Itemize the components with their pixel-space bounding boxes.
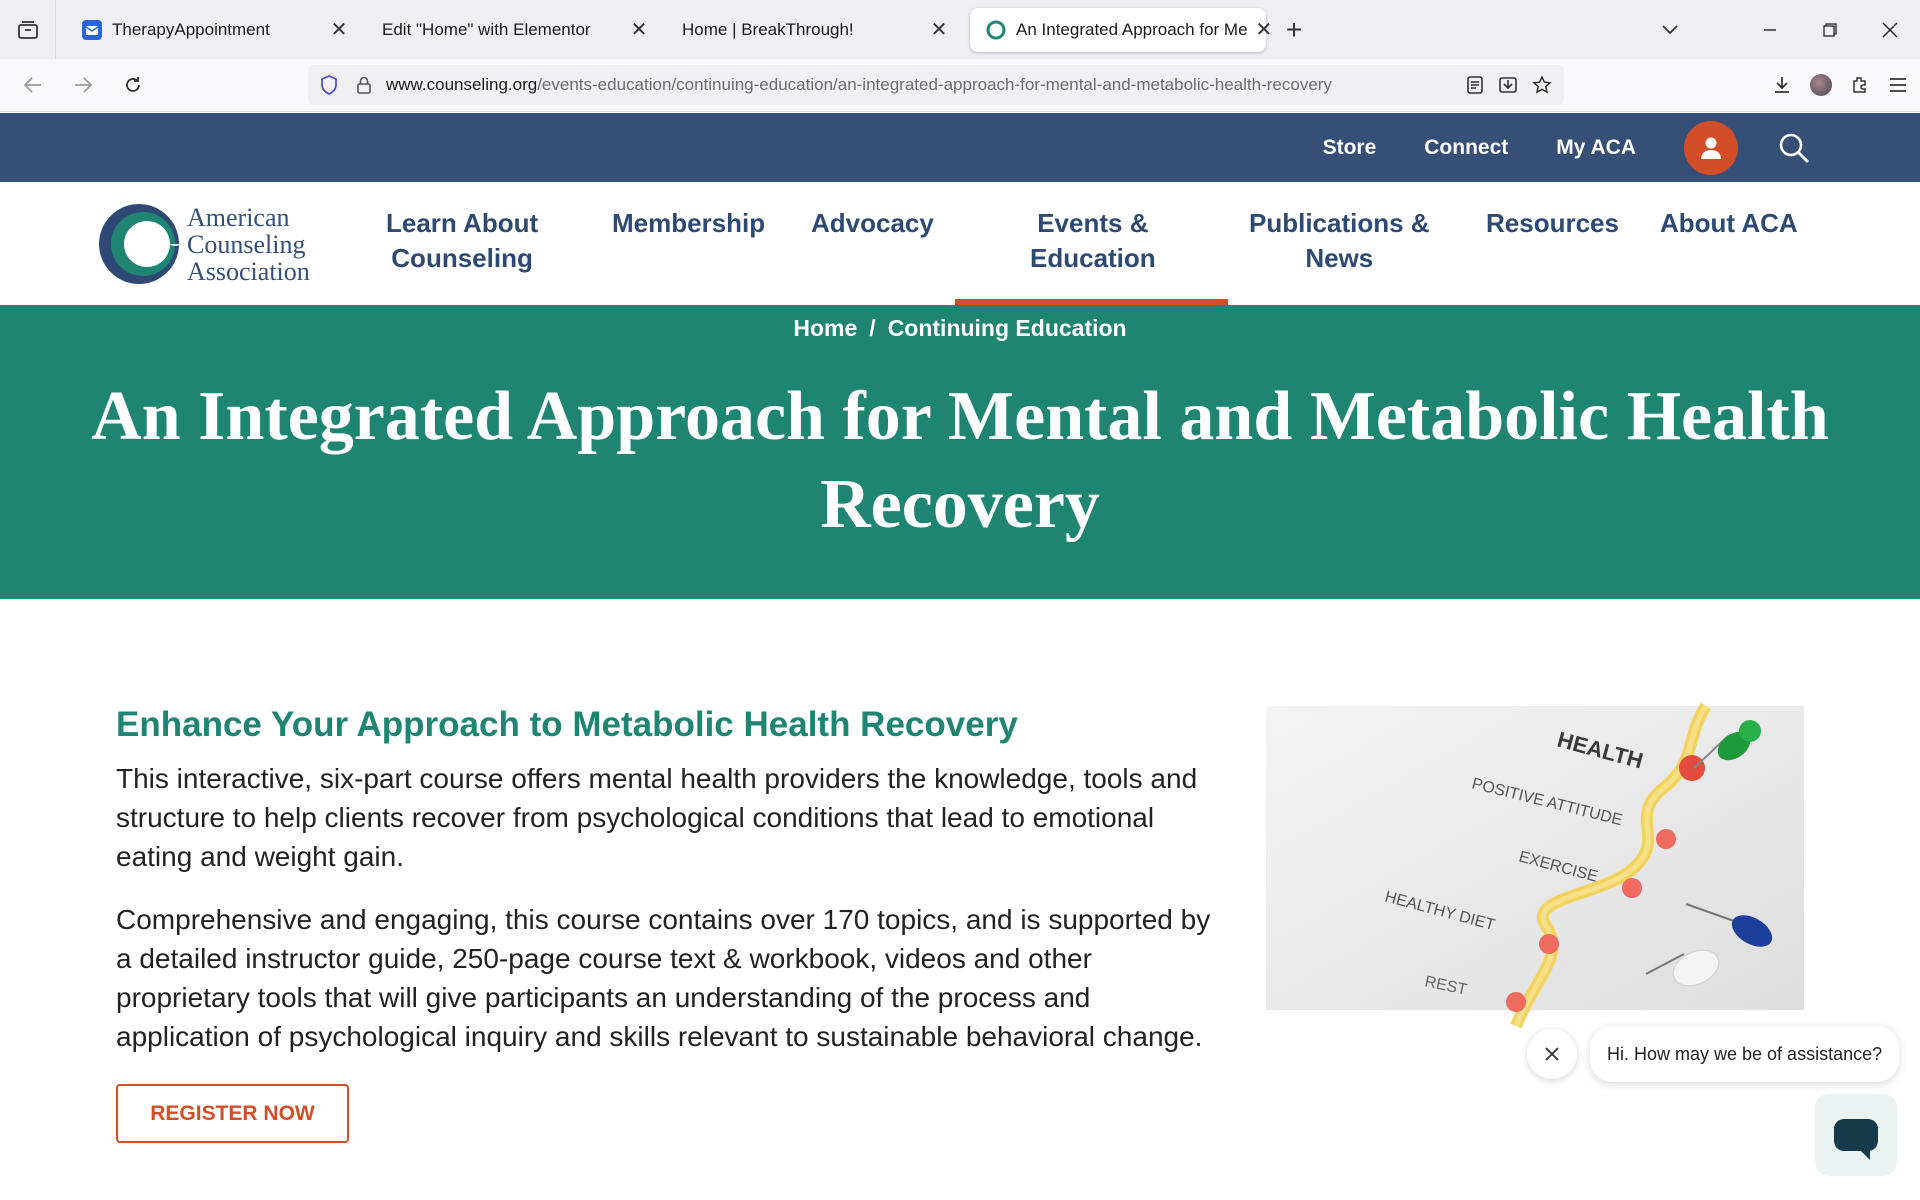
nav-label: Learn About (386, 208, 539, 238)
tab-label: Edit "Home" with Elementor (382, 19, 591, 39)
utility-nav (0, 113, 1920, 182)
nav-label: News (1305, 243, 1374, 273)
extensions-icon[interactable] (1850, 75, 1870, 95)
tab-label: TherapyAppointment (112, 19, 270, 39)
save-to-pocket-icon[interactable] (1498, 75, 1518, 95)
browser-navigation-bar (0, 59, 1920, 112)
reload-button[interactable] (110, 62, 156, 108)
close-tab-icon[interactable]: ✕ (630, 19, 648, 41)
address-bar[interactable] (308, 65, 1564, 105)
aca-logo[interactable] (97, 202, 310, 286)
nav-label: Advocacy (811, 208, 934, 238)
image-label-healthy-diet: HEALTHY DIET (1382, 888, 1497, 935)
chat-greeting-bubble[interactable]: Hi. How may we be of assistance? (1590, 1026, 1899, 1082)
details-paragraph: Comprehensive and engaging, this course contains over 170 topics, and is supported by a detailed instructor guide, 250-page course text & workbook, videos and other proprietary tools that will give participants an understanding of the process and application of psychological inquiry and skills relevant to sustainable behavioral change. (116, 904, 1211, 1052)
browser-tab-breakthrough[interactable] (666, 8, 966, 52)
arrow-right-icon (73, 76, 93, 94)
close-window-button[interactable] (1860, 0, 1920, 59)
register-now-button[interactable]: REGISTER NOW (116, 1084, 349, 1143)
bookmark-star-icon[interactable] (1532, 75, 1552, 95)
aca-favicon-icon (986, 20, 1006, 40)
path-marker-exercise (1622, 878, 1642, 898)
browser-tab-therapyappointment[interactable] (66, 8, 366, 52)
store-link[interactable]: Store (1322, 135, 1377, 159)
image-label-rest: REST (1423, 973, 1469, 999)
tab-label: An Integrated Approach for Me (1016, 19, 1248, 39)
browser-tab-elementor[interactable] (366, 8, 666, 52)
logo-text (187, 204, 310, 285)
close-icon (1882, 22, 1898, 38)
url-text (386, 75, 1466, 95)
url-path: /events-education/continuing-education/an-integrated-approach-for-mental-and-metabolic-health-recovery (537, 75, 1332, 94)
nav-label: Membership (612, 208, 766, 238)
connect-link[interactable]: Connect (1424, 135, 1509, 159)
nav-label: Publications & (1249, 208, 1430, 238)
image-label-positive-attitude: POSITIVE ATTITUDE (1470, 775, 1624, 830)
window-controls (1640, 0, 1920, 59)
new-tab-button[interactable]: + (1285, 13, 1303, 45)
nav-label: Counseling (391, 243, 533, 273)
user-account-button[interactable] (1684, 121, 1738, 175)
nav-resources[interactable] (1486, 206, 1619, 241)
breadcrumb-home-link[interactable]: Home (793, 315, 858, 341)
main-nav (0, 182, 1920, 305)
restore-icon (1823, 23, 1837, 37)
section-heading: Enhance Your Approach to Metabolic Health Recovery (116, 705, 1018, 744)
close-icon (1544, 1046, 1560, 1062)
user-icon (1698, 135, 1724, 161)
nav-events-education[interactable] (1030, 206, 1156, 276)
url-domain: www.counseling.org (386, 75, 538, 94)
lock-icon (356, 75, 372, 95)
health-path-illustration (1266, 706, 1804, 1010)
browser-tab-bar (0, 0, 1920, 59)
nav-label: About ACA (1660, 208, 1798, 238)
tab-overview-icon (17, 20, 39, 40)
logo-line-1: American (187, 202, 290, 232)
chat-bubble-icon (1834, 1119, 1878, 1151)
nav-label: Resources (1486, 208, 1619, 238)
image-label-exercise: EXERCISE (1516, 848, 1600, 886)
page-hero (0, 305, 1920, 599)
site-search-button[interactable] (1778, 132, 1810, 164)
intro-paragraph: This interactive, six-part course offers mental health providers the knowledge, tools and structure to help clients recover from psychological conditions that lead to emotional eating and weight gain. (116, 763, 1198, 872)
nav-label: Events & (1037, 208, 1149, 238)
mail-icon (82, 20, 102, 40)
course-description (116, 705, 1216, 1143)
nav-label: Education (1030, 243, 1156, 273)
aca-logo-mark-icon (97, 202, 181, 286)
chevron-down-icon (1661, 24, 1679, 36)
close-tab-icon[interactable]: ✕ (930, 19, 948, 41)
reload-icon (123, 75, 143, 95)
browser-tab-active[interactable] (970, 8, 1273, 52)
arrow-left-icon (23, 76, 43, 94)
toolbar-right (1772, 65, 1908, 105)
search-icon (1778, 132, 1810, 164)
tab-list-button[interactable] (1640, 0, 1700, 59)
nav-learn-about-counseling[interactable] (386, 206, 538, 276)
my-aca-link[interactable]: My ACA (1556, 135, 1636, 159)
logo-line-2: Counseling (187, 229, 306, 259)
nav-publications-news[interactable] (1249, 206, 1430, 276)
shield-icon (320, 75, 338, 95)
restore-button[interactable] (1800, 0, 1860, 59)
logo-line-3: Association (187, 256, 310, 286)
menu-icon[interactable] (1888, 76, 1908, 94)
tab-overview-button[interactable] (0, 0, 56, 59)
path-marker-diet (1539, 934, 1559, 954)
download-icon[interactable] (1772, 75, 1792, 95)
back-button[interactable] (10, 62, 56, 108)
account-avatar[interactable] (1810, 74, 1832, 96)
path-marker-health (1679, 755, 1705, 781)
reader-view-icon[interactable] (1466, 75, 1484, 95)
nav-membership[interactable] (612, 206, 765, 241)
breadcrumb-current-link[interactable]: Continuing Education (887, 315, 1127, 341)
chat-dismiss-button[interactable] (1527, 1029, 1577, 1079)
minimize-button[interactable] (1740, 0, 1800, 59)
image-label-health: HEALTH (1554, 726, 1646, 774)
path-marker-rest (1506, 992, 1526, 1012)
minimize-icon (1763, 23, 1777, 37)
nav-about-aca[interactable] (1660, 206, 1798, 241)
nav-advocacy[interactable] (811, 206, 934, 241)
page-title: An Integrated Approach for Mental and Metabolic Health Recovery (91, 378, 1829, 543)
chat-launcher-button[interactable] (1815, 1094, 1897, 1176)
close-tab-icon[interactable]: ✕ (1255, 19, 1273, 41)
breadcrumb-separator: / (869, 315, 876, 341)
forward-button[interactable] (60, 62, 106, 108)
tab-label: Home | BreakThrough! (682, 19, 854, 39)
path-marker-attitude (1656, 829, 1676, 849)
breadcrumb (0, 315, 1920, 342)
health-path-image (1266, 706, 1804, 1010)
close-tab-icon[interactable]: ✕ (330, 19, 348, 41)
